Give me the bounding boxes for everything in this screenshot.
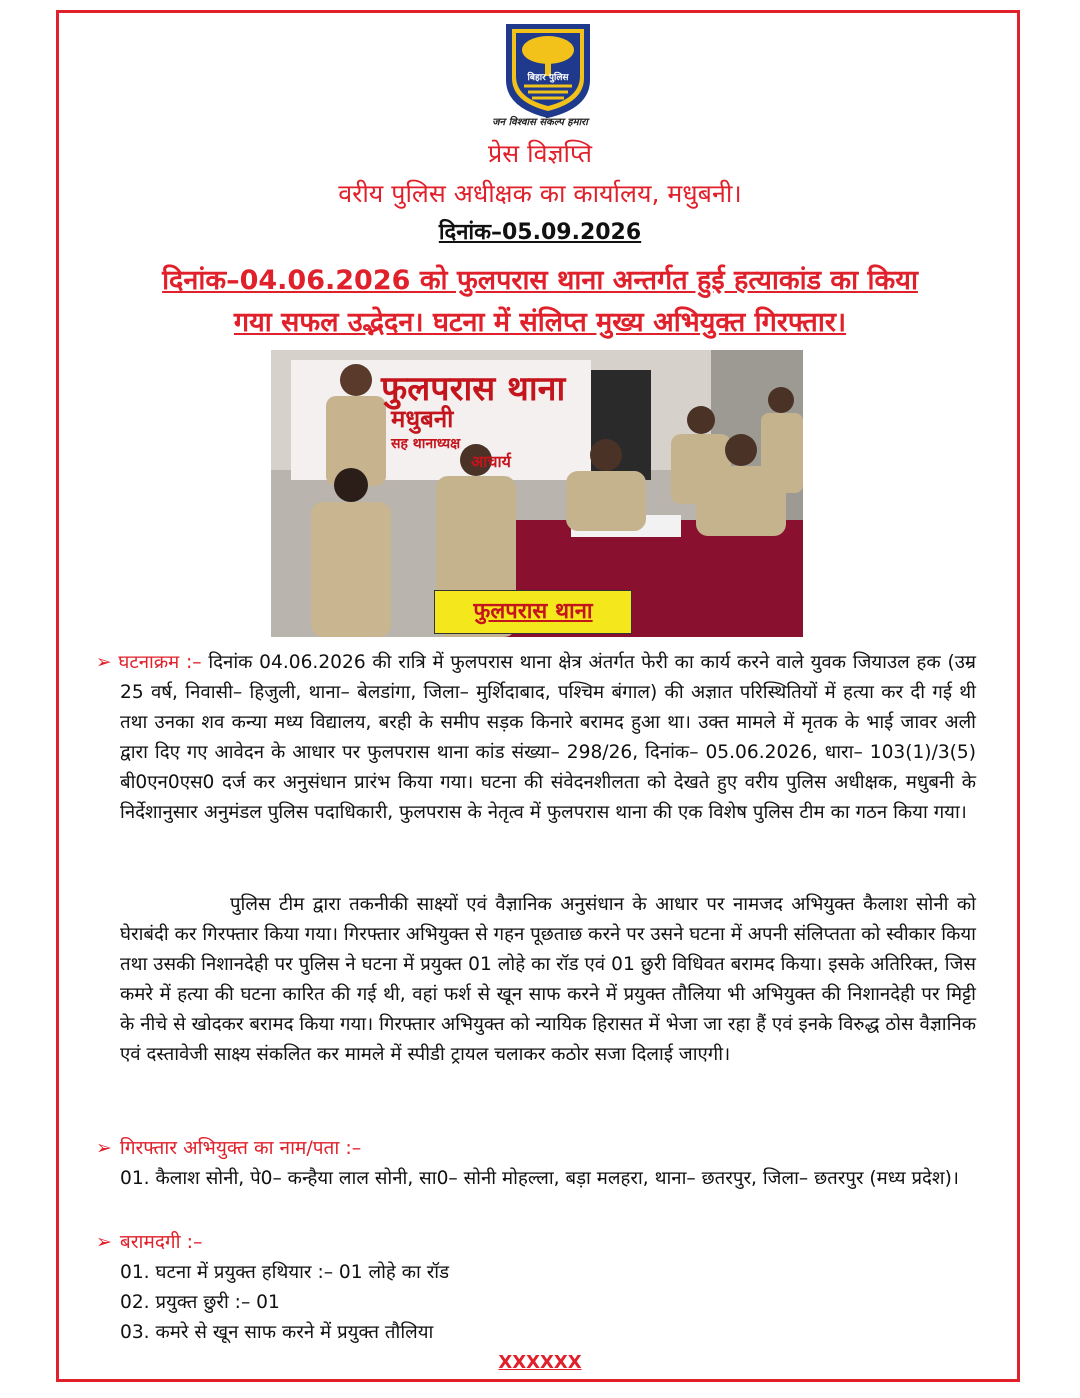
banner-text-2: मधुबनी	[391, 405, 454, 433]
arrow-icon: ➢	[96, 652, 119, 673]
headline-line-1: दिनांक–04.06.2026 को फुलपरास थाना अन्तर्गत हुई हत्याकांड का किया	[162, 265, 918, 296]
press-release-title: प्रेस विज्ञप्ति	[488, 139, 592, 168]
arrested-entry: 01. कैलाश सोनी, पे0– कन्हैया लाल सोनी, सा0– सोनी मोहल्ला, बड़ा मलहरा, थाना– छतरपुर, जिला– छतरपुर (मध्य प्रदेश)।	[120, 1168, 959, 1189]
press-photo	[271, 350, 803, 637]
banner-text-4: आचार्य	[471, 452, 511, 471]
arrow-icon: ➢	[96, 1137, 112, 1159]
headline-line-2: गया सफल उद्भेदन। घटना में संलिप्त मुख्य अभियुक्त गिरफ्तार।	[233, 307, 847, 338]
arrested-heading: ➢ गिरफ्तार अभियुक्त का नाम/पता :–	[96, 1137, 362, 1159]
headline	[0, 260, 1080, 344]
arrow-icon: ➢	[96, 1231, 112, 1253]
release-date: दिनांक–05.09.2026	[438, 220, 642, 245]
recovery-item: 02. प्रयुक्त छुरी :– 01	[120, 1292, 280, 1313]
incident-paragraph-1: ➢ घटनाक्रम :– दिनांक 04.06.2026 की रात्रि में फुलपरास थाना क्षेत्र अंतर्गत फेरी का कार्य करने वाले युवक जियाउल हक (उम्र 25 वर्ष, निवासी– हिजुली, थाना– बेलडांगा, जिला– मुर्शिदाबाद, पश्चिम बंगाल) की अज्ञात परिस्थितियों में हत्या कर दी गई थी तथा उनका शव कन्या मध्य विद्यालय, बरही के समीप सड़क किनारे बरामद हुआ था। उक्त मामले में मृतक के भाई जावर अली द्वारा दिए गए आवेदन के आधार पर फुलपरास थाना कांड संख्या– 298/26, दिनांक– 05.06.2026, धारा– 103(1)/3(5) बी0एन0एस0 दर्ज कर अनुसंधान प्रारंभ किया गया। घटना की संवेदनशीलता को देखते हुए वरीय पुलिस अधीक्षक, मधुबनी के निर्देशानुसार अनुमंडल पुलिस पदाधिकारी, फुलपरास के नेतृत्व में फुलपरास थाना की एक विशेष पुलिस टीम का गठन किया गया।	[96, 652, 977, 823]
logo-text: बिहार पुलिस	[527, 73, 569, 83]
banner-text-3: सह थानाध्यक्ष	[391, 436, 461, 452]
end-mark: XXXXXX	[498, 1352, 582, 1373]
incident-heading: ➢ घटनाक्रम :–	[96, 652, 202, 673]
incident-paragraph-2: पुलिस टीम द्वारा तकनीकी साक्ष्यों एवं वैज्ञानिक अनुसंधान के आधार पर नामजद अभियुक्त कैलाश सोनी को घेराबंदी कर गिरफ्तार किया गया। गिरफ्तार अभियुक्त से गहन पूछताछ करने पर उसने घटना में अपनी संलिप्तता को स्वीकार किया तथा उसकी निशानदेही पर पुलिस ने घटना में प्रयुक्त 01 लोहे का रॉड एवं 01 छुरी विधिवत बरामद किया। इसके अतिरिक्त, जिस कमरे में हत्या की घटना कारित की गई थी, वहां फर्श से खून साफ करने में प्रयुक्त तौलिया भी अभियुक्त की निशानदेही पर मिट्टी के नीचे से खोदकर बरामद किया गया। गिरफ्तार अभियुक्त को न्यायिक हिरासत में भेजा जा रहा हैं एवं इनके विरुद्ध ठोस वैज्ञानिक एवं दस्तावेजी साक्ष्य संकलित कर मामले में स्पीडी ट्रायल चलाकर कठोर सजा दिलाई जाएगी।	[120, 894, 976, 1065]
recovery-heading: ➢ बरामदगी :–	[96, 1231, 203, 1253]
bihar-police-logo	[498, 20, 598, 120]
office-title: वरीय पुलिस अधीक्षक का कार्यालय, मधुबनी।	[338, 179, 742, 208]
banner-text-1: फुलपरास थाना	[381, 369, 566, 409]
recovery-item: 01. घटना में प्रयुक्त हथियार :– 01 लोहे का रॉड	[120, 1262, 450, 1283]
recovery-item: 03. कमरे से खून साफ करने में प्रयुक्त तौलिया	[120, 1322, 434, 1343]
logo-motto: जन विश्वास संकल्प हमारा	[492, 117, 588, 128]
photo-caption: फुलपरास थाना	[434, 590, 632, 634]
